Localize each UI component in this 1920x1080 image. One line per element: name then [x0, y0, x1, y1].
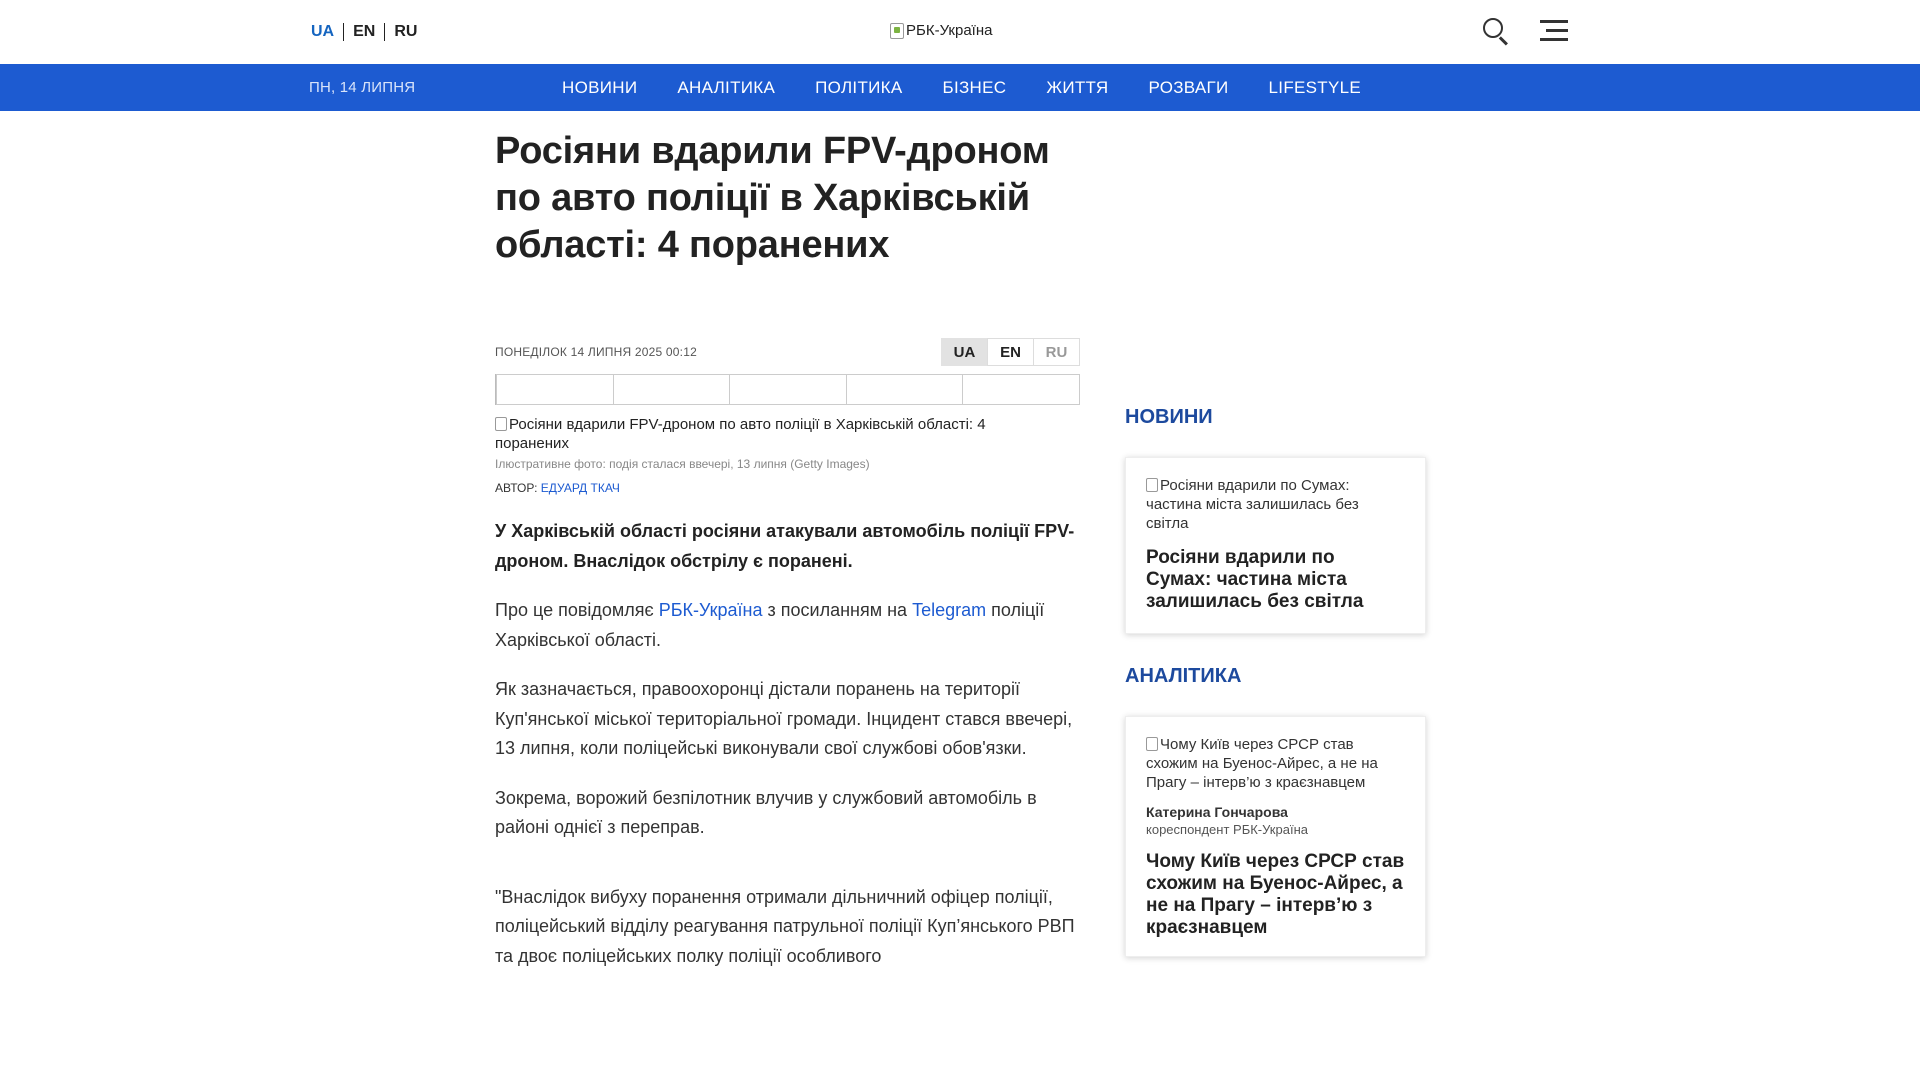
- nav-item-news[interactable]: НОВИНИ: [562, 77, 638, 97]
- article-language-switcher: [942, 338, 1080, 366]
- article-meta: [495, 338, 1080, 366]
- broken-image-icon: [890, 23, 904, 39]
- author-link[interactable]: ЕДУАРД ТКАЧ: [540, 481, 620, 495]
- article: [495, 128, 1080, 966]
- analytics-card-image: Чому Київ через СРСР став схожим на Буенос-Айрес, а не на Прагу – інтерв’ю з краєзнавцем: [1146, 736, 1378, 791]
- article-paragraph: Про це повідомляє РБК-Україна з посиланням на Telegram поліції Харківської області.: [495, 600, 1045, 650]
- article-body: [495, 517, 1085, 991]
- news-card-title[interactable]: Росіяни вдарили по Сумах: частина міста залишилась без світла: [1146, 547, 1364, 612]
- photo-caption: Ілюстративне фото: подія сталася ввечері, 13 липня (Getty Images): [495, 457, 870, 471]
- lang-ua[interactable]: UA: [311, 23, 335, 40]
- hamburger-menu-icon[interactable]: [1540, 20, 1568, 42]
- lang-en[interactable]: EN: [353, 23, 376, 40]
- lang-ru[interactable]: RU: [394, 23, 418, 40]
- analytics-card[interactable]: [1125, 716, 1426, 957]
- article-lang-ru[interactable]: RU: [1033, 338, 1080, 366]
- article-lang-en[interactable]: EN: [987, 338, 1034, 366]
- news-card[interactable]: [1125, 457, 1426, 634]
- analytics-card-author-role: кореспондент РБК-Україна: [1146, 822, 1308, 837]
- broken-image-icon: [1146, 478, 1158, 492]
- article-lang-ua[interactable]: UA: [941, 338, 988, 366]
- site-header: [0, 0, 1920, 64]
- article-date: ПОНЕДІЛОК 14 ЛИПНЯ 2025 00:12: [495, 345, 697, 359]
- broken-image-icon: [495, 417, 507, 431]
- site-logo[interactable]: [890, 22, 992, 39]
- article-quote: "Внаслідок вибуху поранення отримали дільничний офіцер поліції, поліцейський відділу реагування патрульної поліції Куп’янського РВП та двоє поліцейських полку поліції особливого: [495, 886, 1075, 966]
- main-nav-bar: [0, 64, 1920, 111]
- broken-image-icon: [1146, 737, 1158, 751]
- current-date: ПН, 14 ЛИПНЯ: [309, 79, 416, 96]
- share-buttons: [495, 374, 1080, 405]
- source-link-rbc[interactable]: РБК-Україна: [658, 600, 763, 620]
- author-label: АВТОР:: [495, 481, 541, 495]
- article-lead: У Харківській області росіяни атакували автомобіль поліції FPV-дроном. Внаслідок обстрілу є поранені.: [495, 521, 1075, 571]
- sidebar-news-title[interactable]: НОВИНИ: [1125, 406, 1213, 428]
- share-button[interactable]: [613, 374, 731, 405]
- main-nav: [542, 64, 1381, 111]
- source-link-telegram[interactable]: Telegram: [912, 600, 987, 620]
- share-button[interactable]: [846, 374, 964, 405]
- analytics-card-author: Катерина Гончарова: [1146, 804, 1288, 820]
- sidebar-analytics-title[interactable]: АНАЛІТИКА: [1125, 665, 1242, 687]
- nav-item-analytics[interactable]: АНАЛІТИКА: [677, 77, 776, 97]
- article-paragraph: Зокрема, ворожий безпілотник влучив у службовий автомобіль в районі однієї з переправ.: [495, 787, 1037, 837]
- article-headline: Росіяни вдарили FPV-дроном по авто поліції в Харківській області: 4 поранених: [495, 130, 1050, 266]
- news-card-image: Росіяни вдарили по Сумах: частина міста залишилась без світла: [1146, 477, 1359, 532]
- nav-item-politics[interactable]: ПОЛІТИКА: [815, 77, 903, 97]
- analytics-card-title[interactable]: Чому Київ через СРСР став схожим на Буенос-Айрес, а не на Прагу – інтерв’ю з краєзнавцем: [1146, 851, 1405, 938]
- nav-item-business[interactable]: БІЗНЕС: [942, 77, 1007, 97]
- share-button[interactable]: [729, 374, 847, 405]
- photo-alt-text: Росіяни вдарили FPV-дроном по авто поліції в Харківській області: 4 поранених: [495, 416, 986, 452]
- share-button[interactable]: [962, 374, 1080, 405]
- article-paragraph: Як зазначається, правоохоронці дістали поранень на території Куп'янської міської територіальної громади. Інцидент стався ввечері, 13 липня, коли поліцейські виконували свої службові обов'язки.: [495, 679, 1073, 758]
- language-switcher: [311, 22, 426, 42]
- search-icon[interactable]: [1481, 16, 1511, 46]
- nav-item-lifestyle[interactable]: LIFESTYLE: [1268, 77, 1362, 97]
- logo-alt-text: РБК-Україна: [906, 22, 993, 39]
- share-button[interactable]: [496, 374, 614, 405]
- article-author: [495, 481, 620, 495]
- article-photo: [495, 415, 1055, 453]
- nav-item-entertainment[interactable]: РОЗВАГИ: [1148, 77, 1229, 97]
- nav-item-life[interactable]: ЖИТТЯ: [1046, 77, 1109, 97]
